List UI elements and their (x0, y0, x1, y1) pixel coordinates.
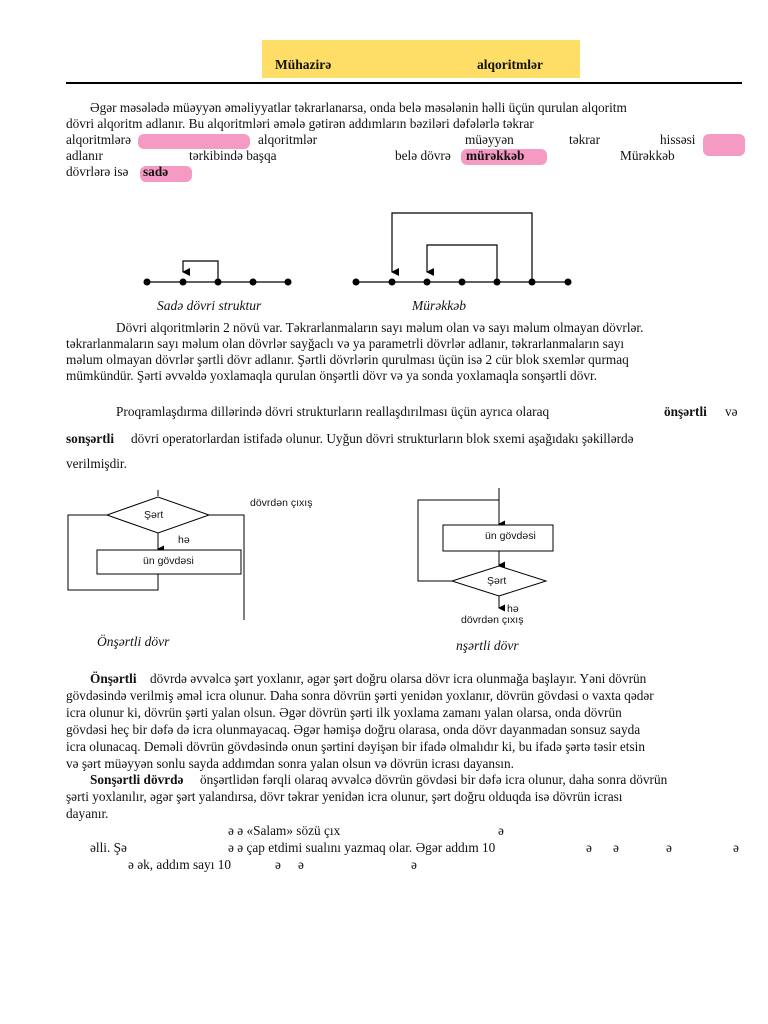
intro-line-3e: hissəsi (660, 132, 696, 147)
pink-mark-1 (138, 134, 250, 149)
intro-line-5a: dövrlərə isə (66, 164, 129, 179)
postcondition-flowchart (410, 488, 560, 618)
fragment-2: ə (498, 823, 504, 838)
post-line-2: şərti yoxlanılır, əgər şərt yalandırsa, dövr təkrar yenidən icra olunur, şərt doğru olduqda isə dövrün icrası (66, 789, 623, 804)
header-subject: alqoritmlər (477, 57, 543, 72)
intro-line-4d: mürəkkəb (466, 148, 525, 163)
prog-line-1b: önşərtli (664, 404, 707, 419)
pre-line-6: və şərt müəyyən sonlu sayda addımdan sonra yalan olsun və dövrün icrası dayansın. (66, 756, 514, 771)
intro-line-5b: sadə (143, 164, 169, 179)
intro-line-2: dövri alqoritm adlanır. Bu alqoritmləri əmələ gətirən addımların bəziləri dəfələrlə təkrar (66, 116, 534, 131)
fragment-8: ə (733, 840, 739, 855)
loop-structures-diagram (140, 205, 580, 295)
prog-line-3: verilmişdir. (66, 456, 127, 471)
fragment-12: ə (411, 857, 417, 872)
pre-line-4: gövdəsi heç bir dəfə də icra olunmayacaq. Əgər həmişə doğru olarasa, onda dövr dayanmadan sonsuz sayda (66, 722, 641, 737)
pre-line-1a: Önşərtli (90, 671, 137, 686)
intro-line-4e: Mürəkkəb (620, 148, 675, 163)
intro-line-3b: alqoritmlər (258, 132, 318, 147)
precondition-condition-label: Şərt (144, 509, 164, 521)
fragment-1: ə ə «Salam» sözü çıx (228, 823, 341, 838)
intro-line-3d: təkrar (569, 132, 601, 147)
fragment-9: ə ək, addım sayı 10 (128, 857, 232, 872)
fragment-7: ə (666, 840, 672, 855)
intro-line-3a: alqoritmlərə (66, 132, 131, 147)
fragment-3: əlli. Şə (90, 840, 127, 855)
prog-line-1c: və (725, 404, 738, 419)
precondition-caption: Önşərtli dövr (97, 634, 170, 649)
precondition-exit-label: dövrdən çıxış (250, 497, 313, 509)
intro-line-4b: tərkibində başqa (189, 148, 277, 163)
fragment-11: ə (298, 857, 304, 872)
fragment-10: ə (275, 857, 281, 872)
postcondition-exit-label: dövrdən çıxış (461, 614, 524, 626)
caption-simple-structure: Sadə dövri struktur (157, 298, 262, 313)
fragment-4: ə ə çap etdimi sualını yazmaq olar. Əgər addım 10 (228, 840, 496, 855)
postcondition-body-label: ün gövdəsi (485, 530, 536, 542)
prog-line-1a: Proqramlaşdırma dillərində dövri strukturların reallaşdırılması üçün ayrıca olaraq (116, 404, 550, 419)
postcondition-condition-label: Şərt (487, 575, 507, 587)
types-line-2: təkrarlanmaların sayı məlum olan dövrlər sayğaclı və ya parametrli dövrlər adlanır, təkrarlanmaların sayı (66, 336, 625, 351)
header-title: Mühazirə (275, 57, 332, 72)
post-line-1b: önşərtlidən fərqli olaraq əvvəlcə dövrün gövdəsi bir dəfə icra olunur, daha sonra dövrün (200, 772, 668, 787)
pre-line-5: icra olunacaq. Deməli dövrün gövdəsində onun şərtini dəyişən bir ifadə olmalıdır ki, bu ifadə şərtə təsir etsin (66, 739, 645, 754)
caption-complex-structure: Mürəkkəb (412, 298, 466, 313)
intro-line-4a: adlanır (66, 148, 103, 163)
header-rule (66, 82, 742, 84)
intro-line-4c: belə dövrə (395, 148, 451, 163)
types-line-1: Dövri alqoritmlərin 2 növü var. Təkrarlanmaların sayı məlum olan və sayı məlum olmayan dövrlər. (116, 320, 644, 335)
pink-mark-2 (703, 134, 745, 156)
pre-line-2: gövdəsində verilmiş əməl icra olunur. Daha sonra dövrün şərti yenidən yoxlanır, dövrün gövdəsi o vaxta qədər (66, 688, 654, 703)
precondition-body-label: ün gövdəsi (143, 555, 194, 567)
intro-line-1: Əgər məsələdə müəyyən əməliyyatlar təkrarlanarsa, onda belə məsələnin həlli üçün qurulan alqoritm (90, 100, 627, 115)
postcondition-caption: nşərtli dövr (456, 638, 519, 653)
types-line-4: mümkündür. Şərti əvvəldə yoxlamaqla qurulan önşərtli dövr və ya sonda yoxlamaqla sonşərtli dövr. (66, 368, 598, 383)
post-line-1a: Sonşərtli dövrdə (90, 772, 184, 787)
fragment-5: ə (586, 840, 592, 855)
prog-line-2a: sonşərtli (66, 431, 115, 446)
types-line-3: məlum olmayan dövrlər şərtli dövr adlanır. Şərtli dövrlərin qurulması üçün isə 2 cür blok sxemlər qurmaq (66, 352, 629, 367)
pre-line-3: icra olunur ki, dövrün şərti yalan olsun. Əgər dövrün şərti ilk yoxlama zamanı yalan olarsa, onda dövrün (66, 705, 622, 720)
intro-line-3c: müəyyən (465, 132, 514, 147)
fragment-6: ə (613, 840, 619, 855)
precondition-yes-label: hə (178, 534, 190, 546)
prog-line-2b: dövri operatorlardan istifadə olunur. Uyğun dövri strukturların blok sxemi aşağıdakı şəkillərdə (131, 431, 634, 446)
pre-line-1b: dövrdə əvvəlcə şərt yoxlanır, əgər şərt doğru olarsa dövr icra olunmağa başlayır. Yəni dövrün (150, 671, 647, 686)
postcondition-yes-label: hə (507, 603, 519, 615)
post-line-3: dayanır. (66, 806, 109, 821)
